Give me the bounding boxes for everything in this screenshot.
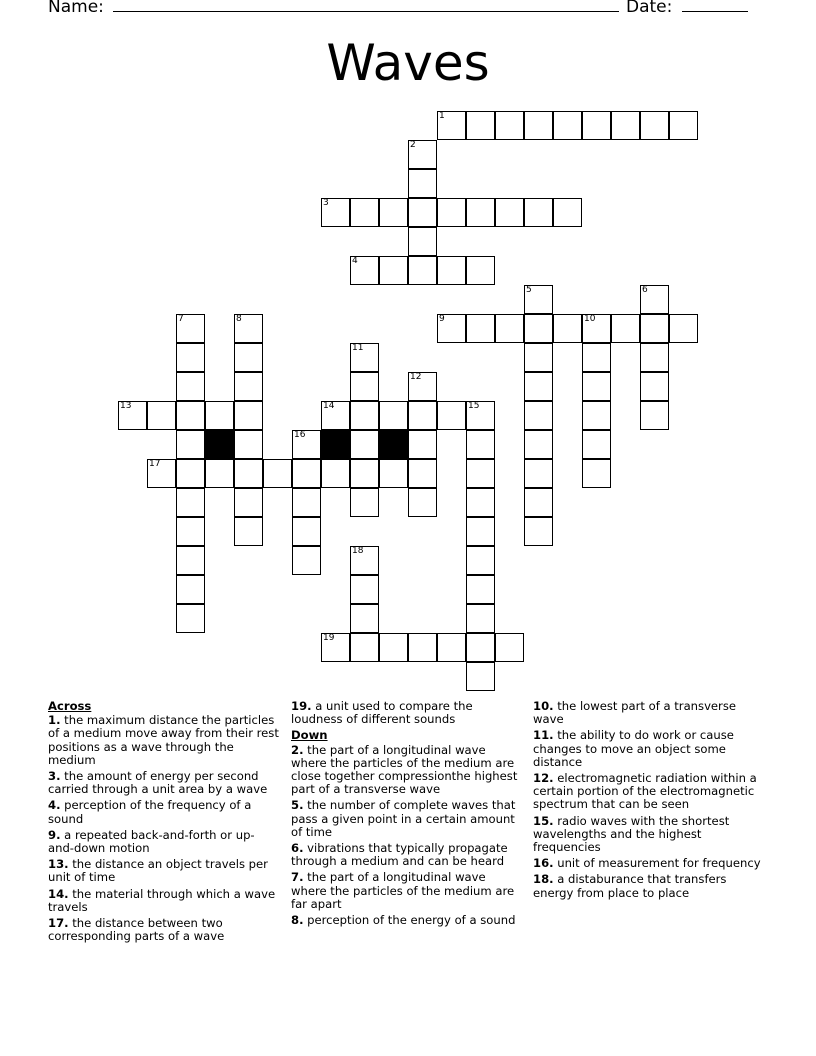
- clue-across-17: 17. the distance between two corresponding parts of a wave: [48, 916, 225, 944]
- crossword-cell[interactable]: [408, 140, 437, 169]
- crossword-cell[interactable]: [437, 256, 466, 285]
- crossword-cell[interactable]: [524, 401, 553, 430]
- crossword-cell[interactable]: [234, 459, 263, 488]
- crossword-cell[interactable]: [176, 575, 205, 604]
- crossword-cell[interactable]: [350, 198, 379, 227]
- crossword-cell[interactable]: [524, 488, 553, 517]
- crossword-cell[interactable]: [437, 198, 466, 227]
- cell-number: 4: [352, 256, 358, 266]
- crossword-cell[interactable]: [495, 314, 524, 343]
- crossword-cell[interactable]: [495, 111, 524, 140]
- crossword-cell[interactable]: [292, 517, 321, 546]
- cell-number: 18: [352, 546, 364, 556]
- crossword-cell[interactable]: [582, 372, 611, 401]
- crossword-cell[interactable]: [350, 343, 379, 372]
- crossword-cell[interactable]: [234, 372, 263, 401]
- crossword-cell[interactable]: [640, 401, 669, 430]
- cell-number: 2: [410, 140, 416, 150]
- crossword-cell[interactable]: [640, 314, 669, 343]
- crossword-cell[interactable]: [408, 169, 437, 198]
- clue-down-6: 6. vibrations that typically propagate through a medium and can be heard: [291, 841, 508, 869]
- crossword-cell[interactable]: [205, 459, 234, 488]
- crossword-cell[interactable]: [292, 459, 321, 488]
- crossword-cell[interactable]: [350, 633, 379, 662]
- crossword-cell[interactable]: [176, 314, 205, 343]
- crossword-cell[interactable]: [611, 111, 640, 140]
- clue-across-3: 3. the amount of energy per second carried through a unit area by a wave: [48, 769, 268, 797]
- clue-across-13: 13. the distance an object travels per unit of time: [48, 857, 268, 885]
- crossword-cell[interactable]: [640, 372, 669, 401]
- crossword-cell[interactable]: [524, 343, 553, 372]
- crossword-cell[interactable]: [292, 430, 321, 459]
- clue-down-16: 16. unit of measurement for frequency: [533, 856, 761, 871]
- crossword-cell[interactable]: [350, 604, 379, 633]
- crossword-cell[interactable]: [669, 111, 698, 140]
- crossword-cell[interactable]: [466, 517, 495, 546]
- crossword-cell[interactable]: [350, 401, 379, 430]
- cell-number: 14: [323, 401, 335, 411]
- crossword-cell[interactable]: [524, 314, 553, 343]
- crossword-cell[interactable]: [466, 575, 495, 604]
- crossword-cell[interactable]: [350, 372, 379, 401]
- crossword-cell[interactable]: [176, 488, 205, 517]
- cell-number: 7: [178, 314, 184, 324]
- crossword-cell[interactable]: [176, 517, 205, 546]
- clue-across-9: 9. a repeated back-and-forth or up-and-down motion: [48, 827, 255, 856]
- crossword-cell[interactable]: [408, 372, 437, 401]
- crossword-cell[interactable]: [495, 633, 524, 662]
- crossword-cell[interactable]: [466, 111, 495, 140]
- crossword-cell[interactable]: [524, 285, 553, 314]
- crossword-cell[interactable]: [553, 314, 582, 343]
- crossword-cell[interactable]: [408, 256, 437, 285]
- cell-number: 11: [352, 343, 364, 353]
- clues-column-3: [533, 700, 765, 903]
- crossword-cell[interactable]: [437, 401, 466, 430]
- black-square: [379, 430, 408, 459]
- crossword-cell[interactable]: [147, 401, 176, 430]
- cell-number: 19: [323, 633, 335, 643]
- crossword-cell[interactable]: [321, 633, 350, 662]
- name-label: Name:: [48, 0, 104, 17]
- crossword-cell[interactable]: [176, 604, 205, 633]
- crossword-cell[interactable]: [408, 227, 437, 256]
- crossword-cell[interactable]: [524, 517, 553, 546]
- crossword-cell[interactable]: [234, 314, 263, 343]
- clue-down-8: 8. perception of the energy of a sound: [291, 913, 516, 928]
- crossword-cell[interactable]: [582, 459, 611, 488]
- clue-down-2: 2. the part of a longitudinal wave where the particles of the medium are close together compressionthe highest part of a transverse wave: [291, 742, 518, 797]
- crossword-cell[interactable]: [234, 430, 263, 459]
- crossword-cell[interactable]: [524, 430, 553, 459]
- crossword-cell[interactable]: [582, 401, 611, 430]
- date-label: Date:: [626, 0, 673, 17]
- cell-number: 12: [410, 372, 422, 382]
- crossword-cell[interactable]: [176, 459, 205, 488]
- crossword-cell[interactable]: [611, 314, 640, 343]
- crossword-cell[interactable]: [553, 198, 582, 227]
- cell-number: 9: [439, 314, 445, 324]
- cell-number: 1: [439, 111, 445, 121]
- crossword-cell[interactable]: [234, 343, 263, 372]
- crossword-cell[interactable]: [669, 314, 698, 343]
- down-heading: Down: [291, 728, 328, 743]
- clue-down-5: 5. the number of complete waves that pass a given point in a certain amount of time: [291, 798, 516, 839]
- crossword-cell[interactable]: [176, 546, 205, 575]
- crossword-cell[interactable]: [379, 633, 408, 662]
- clue-down-7: 7. the part of a longitudinal wave where the particles of the medium are far apart: [291, 870, 515, 911]
- crossword-cell[interactable]: [234, 488, 263, 517]
- cell-number: 6: [642, 285, 648, 295]
- crossword-cell[interactable]: [466, 633, 495, 662]
- crossword-cell[interactable]: [176, 401, 205, 430]
- crossword-cell[interactable]: [408, 488, 437, 517]
- clue-down-11: 11. the ability to do work or cause changes to move an object some distance: [533, 728, 734, 769]
- black-square: [205, 430, 234, 459]
- crossword-cell[interactable]: [321, 198, 350, 227]
- crossword-cell[interactable]: [640, 111, 669, 140]
- clues-column-1: [48, 700, 280, 946]
- crossword-cell[interactable]: [408, 401, 437, 430]
- crossword-cell[interactable]: [350, 488, 379, 517]
- clue-down-10: 10. the lowest part of a transverse wave: [533, 699, 736, 727]
- cell-number: 10: [584, 314, 596, 324]
- crossword-cell[interactable]: [466, 256, 495, 285]
- crossword-cell[interactable]: [466, 430, 495, 459]
- crossword-cell[interactable]: [582, 314, 611, 343]
- crossword-cell[interactable]: [553, 111, 582, 140]
- crossword-cell[interactable]: [524, 372, 553, 401]
- crossword-cell[interactable]: [582, 111, 611, 140]
- cell-number: 13: [120, 401, 132, 411]
- crossword-cell[interactable]: [321, 401, 350, 430]
- cell-number: 8: [236, 314, 242, 324]
- cell-number: 5: [526, 285, 532, 295]
- clue-across-1: 1. the maximum distance the particles of a medium move away from their rest positions as a wave through the medium: [48, 713, 279, 767]
- crossword-cell[interactable]: [437, 633, 466, 662]
- cell-number: 17: [149, 459, 161, 469]
- crossword-cell[interactable]: [234, 401, 263, 430]
- crossword-cell[interactable]: [466, 401, 495, 430]
- crossword-cell[interactable]: [408, 198, 437, 227]
- crossword-cell[interactable]: [379, 256, 408, 285]
- crossword-cell[interactable]: [466, 662, 495, 691]
- crossword-cell[interactable]: [147, 459, 176, 488]
- crossword-cell[interactable]: [350, 575, 379, 604]
- black-square: [321, 430, 350, 459]
- cell-number: 3: [323, 198, 329, 208]
- crossword-cell[interactable]: [408, 430, 437, 459]
- clue-across-14: 14. the material through which a wave travels: [48, 886, 276, 914]
- crossword-cell[interactable]: [466, 198, 495, 227]
- clue-across-4: 4. perception of the frequency of a sound: [48, 798, 252, 826]
- clue-down-15: 15. radio waves with the shortest wavelengths and the highest frequencies: [533, 813, 730, 855]
- crossword-cell[interactable]: [408, 459, 437, 488]
- across-heading: Across: [48, 699, 92, 713]
- clue-across-19: 19. a unit used to compare the loudness of different sounds: [291, 699, 473, 727]
- crossword-cell[interactable]: [234, 517, 263, 546]
- crossword-cell[interactable]: [350, 256, 379, 285]
- clue-down-12: 12. electromagnetic radiation within a certain portion of the electromagnetic spectrum that can be seen: [533, 771, 757, 812]
- crossword-cell[interactable]: [118, 401, 147, 430]
- crossword-cell[interactable]: [176, 372, 205, 401]
- crossword-cell[interactable]: [379, 459, 408, 488]
- crossword-cell[interactable]: [524, 459, 553, 488]
- crossword-cell[interactable]: [466, 314, 495, 343]
- crossword-cell[interactable]: [437, 314, 466, 343]
- crossword-cell[interactable]: [263, 459, 292, 488]
- crossword-cell[interactable]: [350, 546, 379, 575]
- crossword-cell[interactable]: [292, 546, 321, 575]
- crossword-cell[interactable]: [495, 198, 524, 227]
- crossword-cell[interactable]: [466, 546, 495, 575]
- crossword-cell[interactable]: [408, 633, 437, 662]
- crossword-cell[interactable]: [379, 401, 408, 430]
- clue-down-18: 18. a distaburance that transfers energy from place to place: [533, 872, 727, 900]
- clues-column-2: [291, 700, 523, 930]
- crossword-cell[interactable]: [582, 430, 611, 459]
- crossword-cell[interactable]: [350, 430, 379, 459]
- crossword-cell[interactable]: [321, 459, 350, 488]
- crossword-cell[interactable]: [466, 604, 495, 633]
- crossword-cell[interactable]: [524, 111, 553, 140]
- crossword-cell[interactable]: [176, 343, 205, 372]
- crossword-cell[interactable]: [640, 285, 669, 314]
- crossword-cell[interactable]: [582, 343, 611, 372]
- crossword-cell[interactable]: [350, 459, 379, 488]
- crossword-cell[interactable]: [437, 111, 466, 140]
- crossword-cell[interactable]: [640, 343, 669, 372]
- crossword-cell[interactable]: [379, 198, 408, 227]
- crossword-cell[interactable]: [176, 430, 205, 459]
- cell-number: 16: [294, 430, 306, 440]
- crossword-cell[interactable]: [292, 488, 321, 517]
- cell-number: 15: [468, 401, 480, 411]
- crossword-cell[interactable]: [466, 488, 495, 517]
- page-title: Waves: [326, 34, 490, 92]
- crossword-cell[interactable]: [524, 198, 553, 227]
- crossword-cell[interactable]: [205, 401, 234, 430]
- crossword-cell[interactable]: [466, 459, 495, 488]
